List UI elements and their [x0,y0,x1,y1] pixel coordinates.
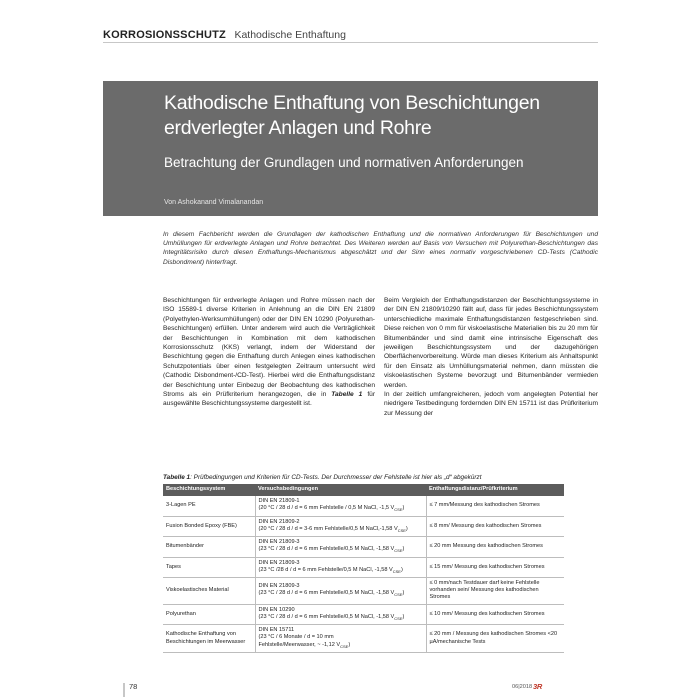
cell-conditions [255,496,426,516]
header-rule [103,42,598,43]
table-row [163,537,564,558]
table-row [163,604,564,625]
cell-system: Bitumenbänder [163,537,255,558]
cell-criterion: ≤ 8 mm/ Messung des kathodischen Stromes [426,516,564,537]
column-header: Versuchsbedingungen [255,484,426,496]
table-row [163,496,564,516]
cell-system: Kathodische Enthaftung von Beschichtungen im Meerwasser [163,625,255,653]
table-row [163,516,564,537]
table-caption: Tabelle 1: Prüfbedingungen und Kriterien für CD-Tests. Der Durchmesser der Fehlstelle ist hier als „d“ abgekürzt [163,474,482,481]
subscript-cse: CSE [397,527,406,533]
cell-norm: DIN EN 15711 [258,627,295,634]
body-column-2 [384,296,598,418]
body-paragraph: In der zeitlich umfangreicheren, jedoch vom angelegten Potential her niedrigere Testbedingung fordernden DIN EN 15711 ist das Prüfkriterium zur Messung der [384,391,598,417]
cell-conditions [255,557,426,578]
cell-condition-text: (23 °C / 6 Monate / d = 10 mm [258,634,334,641]
title-banner [103,81,598,216]
subscript-cse: CSE [394,507,403,513]
cell-condition-text: (23 °C / 28 d / d = 6 mm Fehlstelle/0,5 M NaCl, -1,58 $V_{CSE}$) [258,590,405,598]
cell-system: Fusion Bonded Epoxy (FBE) [163,516,255,537]
body-column-1 [163,296,375,409]
cell-condition-text: (23 °C / 28 d / d = 6 mm Fehlstelle/0,5 M NaCl, -1,58 $V_{CSE}$) [258,613,405,621]
cell-norm: DIN EN 21809-3 [258,583,300,590]
cell-conditions [255,516,426,537]
cell-norm: DIN EN 21809-3 [258,539,300,546]
author-byline: Von Ashokanand Vimalanandan [164,199,264,206]
subscript-cse: CSE [340,643,349,649]
subscript-cse: CSE [394,592,403,598]
body-paragraph: Beschichtungen für erdverlegte Anlagen und Rohre müssen nach der ISO 15589-1 diverse Kriterien in Anlehnung an die DIN EN 21809 (Polyethylen-Werksumhüllungen) oder der DIN EN 10290 (Polyurethan-Beschichtungen) erfüllen. Unter anderem wird auch die Verträglichkeit der Beschichtungen in Kombination mit dem kathodischen Korrosionsschutz (KKS) verlangt, indem der Widerstand der Beschichtung gegen die Enthaftung durch Anlegen eines kathodischen Schutzpotentials über einen festgelegten Zeitraum untersucht wird (Cathodic Disbondment-/CD-Test). Hierbei wird die Enthaftungsdistanz der Beschichtung unter Einbezug der Beobachtung des kathodischen Stroms als ein Prüfkriterium herangezogen, die in Tabelle 1 für ausgewählte Beschichtungssysteme dargestellt ist. [163,297,376,408]
cell-system: Tapes [163,557,255,578]
cell-criterion: ≤ 10 mm/ Messung des kathodischen Stromes [426,604,564,625]
article-subtitle: Betrachtung der Grundlagen und normativen Anforderungen [164,155,524,170]
subsection-label: Kathodische Enthaftung [234,29,346,41]
cell-condition-text: Fehlstelle/Meerwasser, ~ -1,12 $V_{CSE}$) [258,641,351,649]
cell-norm: DIN EN 21809-2 [258,518,300,525]
footer-rule [123,683,125,697]
publisher-logo: 3R [533,682,542,691]
section-header [103,25,598,43]
cell-condition-text: (20 °C / 28 d / d = 3-6 mm Fehlstelle/0,5 M NaCl,-1,58 $V_{CSE}$) [258,525,408,533]
cell-conditions [255,625,426,653]
subscript-cse: CSE [394,615,403,621]
cell-condition-text: (23 °C /28 d / d = 6 mm Fehlstelle/0,5 M NaCl, -1,58 $V_{CSE}$) [258,566,403,574]
section-label: KORROSIONSSCHUTZ [103,29,226,41]
cell-criterion: ≤ 7 mm/Messung des kathodischen Stromes [426,496,564,516]
cell-conditions [255,604,426,625]
table-reference: Tabelle 1 [331,391,363,399]
intro-abstract: In diesem Fachbericht werden die Grundlagen der kathodischen Enthaftung und die normativen Anforderungen für Beschichtungen und Umhüllungen für erdverlegte Anlagen und Rohre betrachtet. Des Weiteren werden auf Basis von Versuchen mit Polyurethan-Beschichtungen das Integritätsrisiko durch diesen Enthaftungs-Mechanismus abgeschätzt und der Sinn eines normativ vorgeschriebenen CD-Tests (Cathodic Disbondment) hinterfragt. [163,231,598,266]
cell-conditions [255,578,426,605]
table-row [163,578,564,605]
table-header-row [163,484,564,496]
cell-system: Viskoelastisches Material [163,578,255,605]
cell-criterion: ≤ 0 mm/nach Testdauer darf keine Fehlstelle vorhanden sein/ Messung des kathodischen Stromes [426,578,564,605]
cell-criterion: ≤ 20 mm / Messung des kathodischen Stromes <20 µA/mechanische Tests [426,625,564,653]
cell-norm: DIN EN 10290 [258,606,295,613]
table-row [163,625,564,653]
table-row [163,557,564,578]
column-header: Enthaftungsdistanz/Prüfkriterium [426,484,564,496]
subscript-cse: CSE [392,568,401,574]
cell-condition-text: (23 °C / 28 d / d = 6 mm Fehlstelle/0,5 M NaCl, -1,58 $V_{CSE}$) [258,546,405,554]
cell-norm: DIN EN 21809-1 [258,498,300,504]
article-title: Kathodische Enthaftung von Beschichtungen erdverlegter Anlagen und Rohre [164,92,540,139]
subscript-cse: CSE [394,548,403,554]
body-paragraph: Beim Vergleich der Enthaftungsdistanzen der Beschichtungssysteme in der DIN EN 21809/10290 fällt auf, dass für jedes Beschichtungssystem unterschiedliche maximale Enthaftungsdistanzen festgeschrieben sind. Diese reichen von 0 mm für viskoelastische Materialien bis zu 20 mm für Bitumenbänder und sind damit eine intrinsische Eigenschaft des jeweiligen Beschichtungssystem und der dazugehörigen Oberflächenvorbereitung. Würde man dieses Kriterium als Anhaltspunkt für den Einsatz als Umhüllungsmaterial nehmen, dann müssten die viskoelastischen Systeme bevorzugt und Bitumenbänder vermieden werden. [384,297,598,389]
cell-criterion: ≤ 15 mm/ Messung des kathodischen Stromes [426,557,564,578]
cell-norm: DIN EN 21809-3 [258,559,300,566]
cell-criterion: ≤ 20 mm Messung des kathodischen Stromes [426,537,564,558]
column-header: Beschichtungssystem [163,484,255,496]
test-conditions-table [163,484,564,653]
cell-conditions [255,537,426,558]
page-number: 78 [129,682,138,691]
cell-system: 3-Lagen PE [163,496,255,516]
cell-system: Polyurethan [163,604,255,625]
issue-label: 06|2018 [512,684,533,690]
cell-condition-text: (20 °C / 28 d / d = 6 mm Fehlstelle / 0,5 M NaCl, -1,5 $V_{CSE}$) [258,505,405,513]
